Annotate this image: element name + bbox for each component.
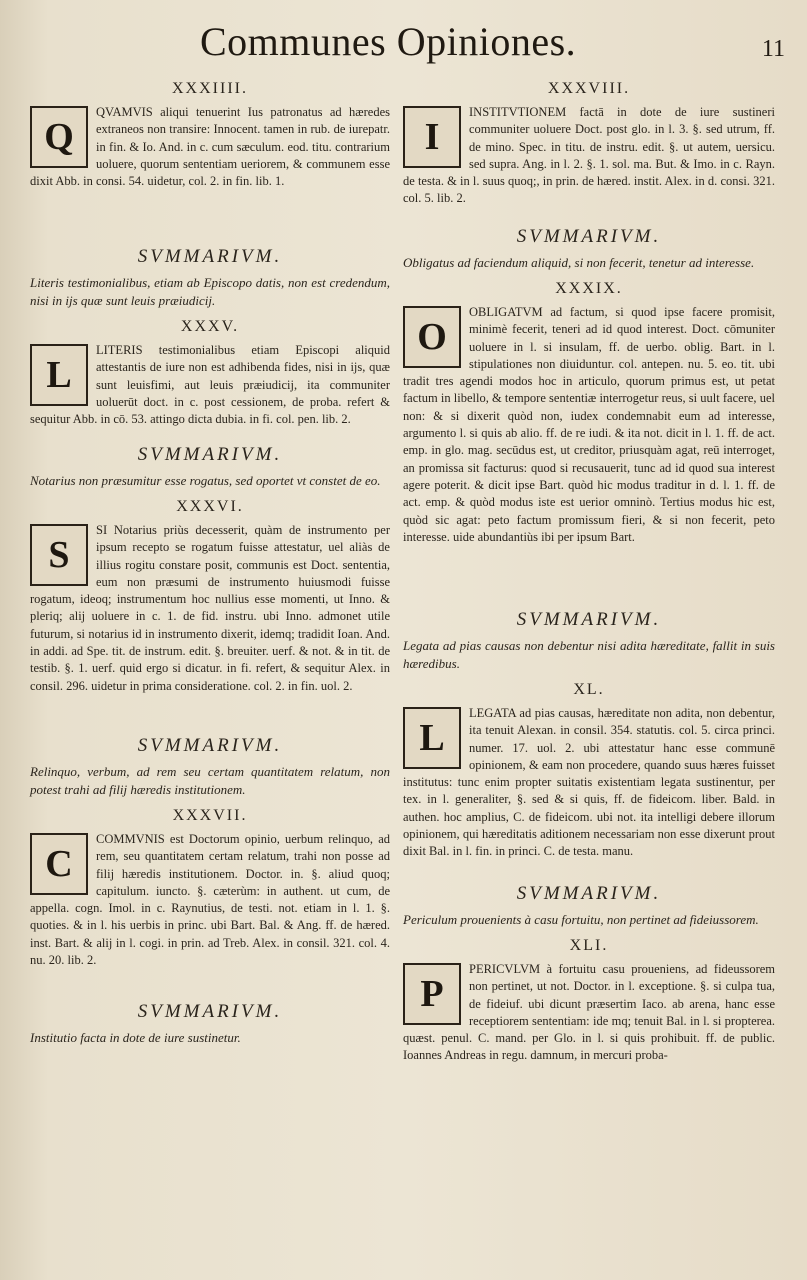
initial-letter: O — [417, 316, 447, 358]
summarium-heading: SVMMARIVM. — [137, 1001, 283, 1022]
opinion-entry-34 — [30, 80, 390, 234]
entry-text: OBLIGATVM ad factum, si quod ipse facere promisit, minimè fecerit, teneri ad id quod interest. Doct. cōmuniter uoluere in l. si insulam, ff. de uerbo. oblig. Bart. in l. stipulationes non diuiduntur. col. antepen. nu. 5. eo. tit. ubi tradit tres agendi modos hoc in articulo, quorum primus est, ut petat factum in libello, & tempore sententiæ interrogetur reus, si uult facere, uel non: & si dixerit quòd non, iudex condemnabit eum ad interesse, argumento l. si quis ab alio. ff. de re iudi. & ita not. dicit in l. 1. ff. de act. emp. in glo. mag. secūdus est, ut creditor, priusquàm agat, reū interroget, an promissa sit facturus: quod si recusauerit, tunc ad id quod sua interest agere poterit. & dicit ipse Bart. quòd hic modus traditur in d. l. 1. ff. de act. emp. & quòd modus iste est uerior omninò. Tertius modus hic est, quòd sic agat: peto factum promissum fieri, & si non fecerit, peto interesse. uide abundantiùs ibi per ipsum Bart. — [403, 305, 775, 544]
summarium-heading: SVMMARIVM. — [516, 226, 662, 247]
initial-letter: Q — [44, 116, 74, 158]
summary-text: Legata ad pias causas non debentur nisi adita hæreditate, fallit in suis hæredibus. — [403, 638, 775, 671]
left-column — [30, 78, 390, 1055]
ornamental-initial — [30, 344, 88, 406]
entry-numeral: XXXVIII. — [547, 80, 631, 97]
entry-text: LITERIS testimonialibus etiam Episcopi aliquid attestantis de iure non est adhibenda fides, nisi in ijs, quæ sunt leuisfimi, aut leuis præiudicij, ita communiter uoluerūt doct. in c. post cessionem, de proba. refert & sequitur Abb. in cō. 53. attingo dicta dubia. in fi. col. pen. lib. 2. — [30, 343, 390, 427]
entry-numeral: XL. — [573, 681, 605, 698]
summary-text: Institutio facta in dote de iure sustinetur. — [30, 1030, 241, 1045]
summary-text: Relinquo, verbum, ad rem seu certam quantitatem relatum, non potest trahi ad filij hæredis institutionem. — [30, 764, 390, 797]
entry-numeral: XXXVII. — [172, 807, 248, 824]
entry-numeral: XXXV. — [180, 318, 240, 335]
ornamental-initial — [30, 524, 88, 586]
running-title: Communes Opiniones. — [200, 19, 577, 64]
opinion-entry-37 — [30, 807, 390, 989]
summarium-heading: SVMMARIVM. — [516, 883, 662, 904]
entry-numeral: XLI. — [569, 937, 609, 954]
summarium-heading: SVMMARIVM. — [137, 444, 283, 465]
right-column — [403, 78, 775, 1067]
entry-text: QVAMVIS aliqui tenuerint Ius patronatus ad hæredes extraneos non transire: Innocent. tamen in rub. de iurepatr. in fin. & Io. And. in c. cum sæculum. eod. titu. contrarium uoluere, quorum sententiam ueriorem, & communem esse dixit Abb. in consi. 54. uidetur, col. 2. in fin. lib. 1. — [30, 105, 390, 189]
summary-text: Notarius non præsumitur esse rogatus, sed oportet vt constet de eo. — [30, 473, 381, 488]
initial-letter: L — [419, 717, 445, 759]
entry-text: SI Notarius priùs decesserit, quàm de instrumento per ipsum recepto se rogatum fuisse attestatur, uel aliàs de illius rogitu constare posit, communis est Doct. sententia, eum non præsumi de instrumento huiusmodi fuisse rogatum, ideoq; instrumentum hoc nullius esse momenti, ut Inno. & pleriq; alij uoluere in c. 1. de fid. instru. ubi Inno. admonet utile futurum, si notarius id in instrumento dixerit, idemq; tradidit Ioan. And. in addi. ad Spe. tit. de instrum. edit. §. breuiter. uerf. & not. & in tit. de testib. §. 1. uerf. quid ergo si dicatur. in fi. refert, & sequitur Alex. in consil. 296. uidetur in prima consideratione. col. 2. in fin. uol. 2. — [30, 523, 390, 693]
entry-numeral: XXXIIII. — [172, 80, 248, 97]
summary-text: Obligatus ad faciendum aliquid, si non fecerit, tenetur ad interesse. — [403, 255, 755, 270]
initial-letter: L — [46, 354, 72, 396]
opinion-entry-39 — [403, 280, 775, 597]
opinion-entry-35 — [30, 318, 390, 432]
summary-text: Literis testimonialibus, etiam ab Episcopo datis, non est credendum, nisi in ijs quæ sunt leuis præiudicij. — [30, 275, 390, 308]
opinion-entry-38 — [403, 80, 775, 214]
opinion-entry-40 — [403, 681, 775, 871]
entry-text: LEGATA ad pias causas, hæreditate non adita, non debentur, ita tenuit Alexan. in consil. 354. statutis. col. 5. circa princi. numer. 17. uol. 2. ubi attestatur hanc esse communē opinionem, & eam non procedere, quando suus hæres fuisset institutus: tunc enim propter suitatis existentiam legata sustinentur, per tex. in l. generaliter, §. sed & si quis, ff. de fideicom. liber. Bald. in authen. hoc amplius, C. de fideicom. ubi not. ita intelligi debere illorum opinionem, qui hæreditatis aditionem necessariam non esse dixerunt prout dixit Bal. in l. fin. in princi. C. de testa. manu. — [403, 706, 775, 859]
opinion-entry-36 — [30, 498, 390, 723]
entry-numeral: XXXVI. — [176, 498, 244, 515]
summarium-heading: SVMMARIVM. — [137, 735, 283, 756]
entry-numeral: XXXIX. — [555, 280, 623, 297]
page-header — [0, 14, 807, 74]
initial-letter: P — [420, 973, 444, 1015]
ornamental-initial — [403, 707, 461, 769]
entry-text: COMMVNIS est Doctorum opinio, uerbum relinquo, ad rem, seu quantitatem certam relatum, trahi non posse ad filij hæredis institutionem. Doctor. in. §. aliud quoq; capitulum. iuncto. §. cæterùm: in authent. ut cum, de appella. cogn. Imol. in c. Raynutius, de testi. not. etiam in l. 1. §. quoties. & in l. his uerbis in princ. ubi Bart. Bal. & Ang. ff. de hæred. inst. Bart. & alij in l. cogi. in prin. ad Treb. Alex. in consil. 321. col. 4. nu. 20. lib. 2. — [30, 832, 390, 968]
ornamental-initial — [403, 106, 461, 168]
initial-letter: I — [424, 116, 440, 158]
ornamental-initial — [403, 963, 461, 1025]
entry-text: INSTITVTIONEM factā in dote de iure sustineri communiter uoluere Doct. post glo. in l. 3. §. sed utrum, ff. de mino. Spec. in titu. de instru. edit. §. ut autem, uersicu. sed supra. Ang. in l. 2. §. 1. sol. ma. But. & Imo. in c. Rayn. de testa. & in l. suus quoq;, in prin. de hæred. instit. Alex. in d. consi. 321. col. 5. lib. 2. — [403, 105, 775, 206]
summary-text: Periculum prouenients à casu fortuitu, non pertinet ad fideiussorem. — [403, 912, 759, 927]
ornamental-initial — [403, 306, 461, 368]
opinion-entry-41 — [403, 937, 775, 1067]
ornamental-initial — [30, 106, 88, 168]
summarium-heading: SVMMARIVM. — [137, 246, 283, 267]
ornamental-initial — [30, 833, 88, 895]
folio-number: 11 — [761, 36, 785, 62]
initial-letter: C — [45, 843, 73, 885]
entry-text: PERICVLVM à fortuitu casu proueniens, ad fideussorem non pertinet, ut not. Doctor. in l. exceptione. §. si culpa tua, de fideiuf. ubi dicunt præsertim Iaco. ab arena, hanc esse receptiorem sententiam: ide mq; tenuit Bal. in l. si propterea. quæst. penul. C. mand. per Glo. in l. si quis prohibuit. ff. de public. Ioannes Andreas in regu. damnum, in mercuri proba- — [403, 962, 775, 1063]
summarium-heading: SVMMARIVM. — [516, 609, 662, 630]
initial-letter: S — [48, 534, 70, 576]
